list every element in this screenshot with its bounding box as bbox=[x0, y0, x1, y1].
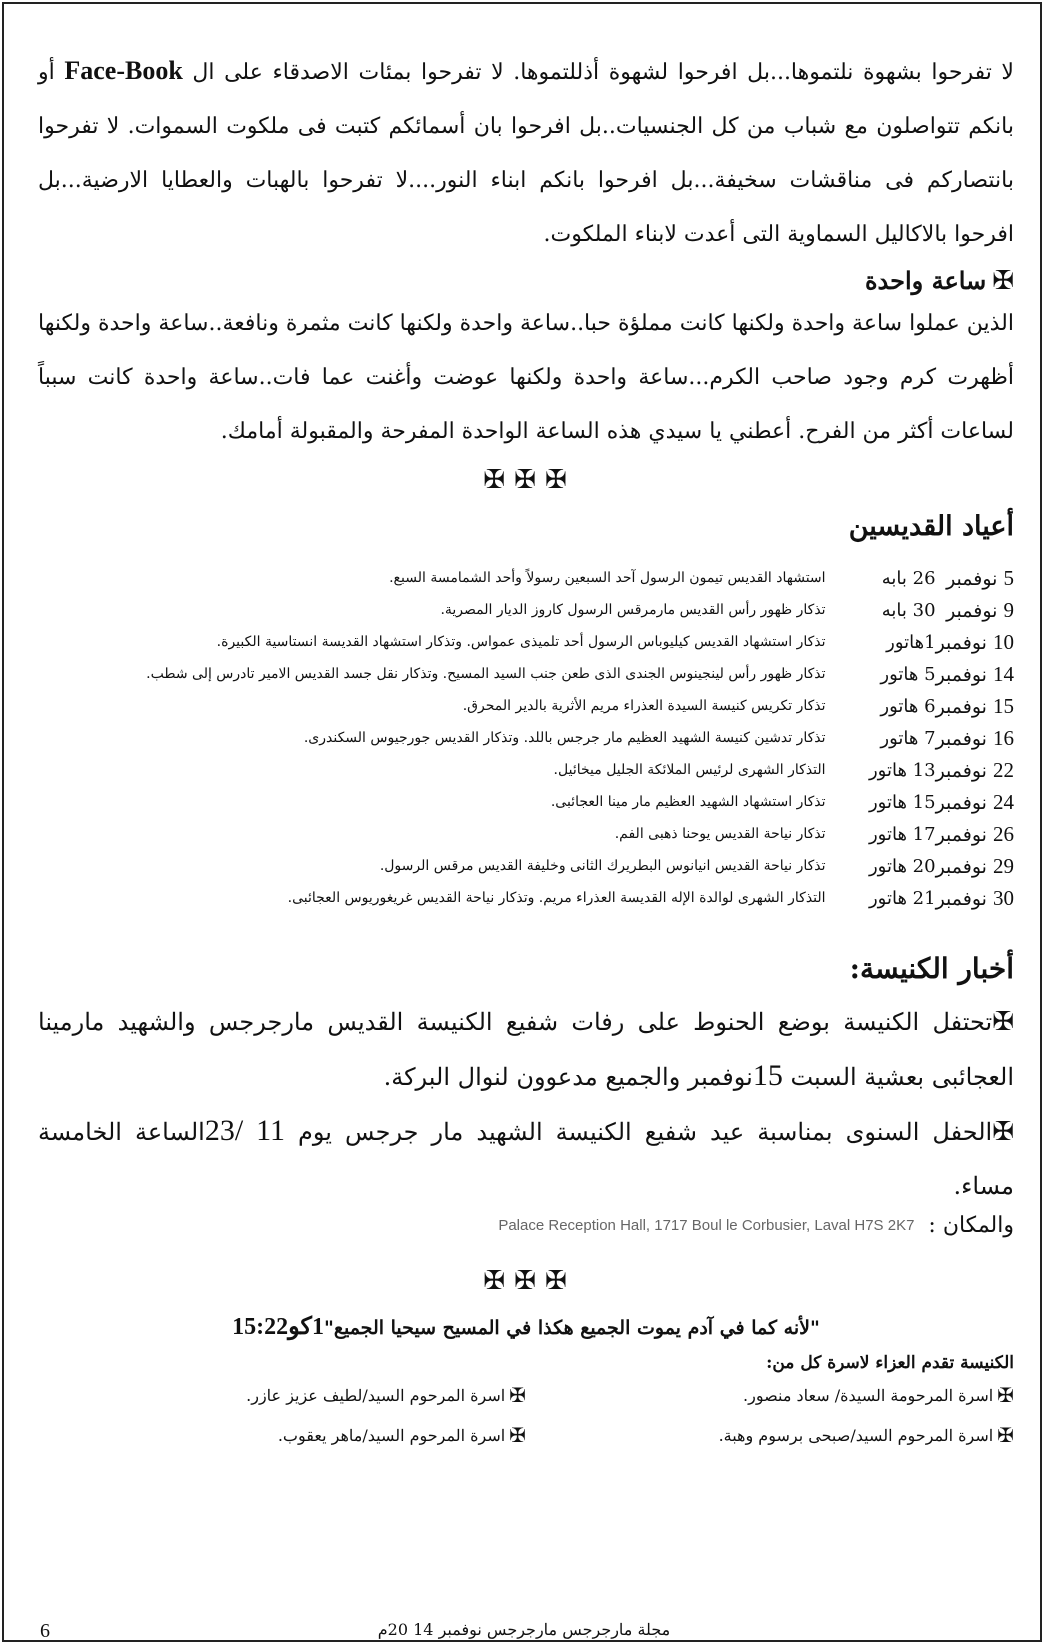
intro-text-2: أو بانكم تتواصلون مع شباب من كل الجنسيات..بل افرحوا بان أسمائكم كتبت فى ملكوت السموات. لا تفرحوا بانتصاركم فى مناقشات سخيفة...بل افرحوا بانكم ابناء النور....لا تفرحوا بالهبات والعطايا الارضية...بل افرحوا بالاكاليل السماوية التى أعدت لابناء الملكوت. bbox=[38, 60, 1014, 247]
feast-date bbox=[936, 626, 1014, 658]
verse-text: "لأنه كما في آدم يموت الجميع هكذا في المسيح سيحيا الجميع" bbox=[323, 1317, 820, 1339]
feast-month: نوفمبر bbox=[935, 759, 987, 782]
feast-date bbox=[936, 818, 1014, 850]
page-content bbox=[38, 44, 1014, 1445]
news-title: أخبار الكنيسة: bbox=[849, 952, 1014, 985]
feast-date bbox=[936, 786, 1014, 818]
saint-feast-row bbox=[38, 754, 1014, 786]
feast-description: تذكار نياحة القديس يوحنا ذهبى الفم. bbox=[614, 826, 826, 842]
coptic-cross-icon: ✠ bbox=[997, 1423, 1014, 1447]
feast-coptic-date: 30 بابه bbox=[881, 599, 936, 621]
condolence-text: اسرة المرحوم السيد/ماهر يعقوب. bbox=[277, 1425, 506, 1445]
saint-feast-row bbox=[38, 562, 1014, 594]
feast-description: تذكار تدشين كنيسة الشهيد العظيم مار جرجس باللد. وتذكار القديس جورجيوس السكندرى. bbox=[303, 730, 826, 746]
coptic-cross-icon: ✠ bbox=[992, 1007, 1014, 1037]
saint-feast-row bbox=[38, 882, 1014, 914]
feast-date bbox=[936, 562, 1014, 594]
feast-month: نوفمبر bbox=[946, 567, 998, 590]
saint-feast-row bbox=[38, 818, 1014, 850]
condolence-item bbox=[38, 1425, 526, 1445]
coptic-cross-icon: ✠ bbox=[992, 1117, 1014, 1147]
feast-day: 29 bbox=[993, 853, 1014, 878]
condolence-item bbox=[526, 1385, 1014, 1405]
condolence-text: اسرة المرحوم السيد/لطيف عزيز عازر. bbox=[246, 1385, 506, 1405]
saint-feast-row bbox=[38, 850, 1014, 882]
news-item-1-date: 15 bbox=[752, 1059, 783, 1092]
feast-description: تذكار ظهور رأس لينجينوس الجندى الذى طعن جنب السيد المسيح. وتذكار نقل جسد القديس الامير تادرس إلى شطب. bbox=[146, 666, 826, 682]
coptic-cross-icon: ✠ bbox=[514, 1266, 538, 1296]
feast-coptic-date: 21 هاتور bbox=[868, 887, 936, 909]
condolence-text: اسرة المرحومة السيدة/ سعاد منصور. bbox=[743, 1385, 994, 1405]
coptic-cross-icon: ✠ bbox=[992, 265, 1014, 296]
bible-verse bbox=[38, 1312, 1014, 1341]
feast-date bbox=[936, 594, 1014, 626]
intro-paragraph bbox=[38, 44, 1014, 262]
feast-day: 15 bbox=[993, 693, 1014, 718]
feast-description: تذكار تكريس كنيسة السيدة العذراء مريم الأثرية بالدير المحرق. bbox=[462, 698, 826, 714]
feast-month: نوفمبر bbox=[946, 599, 998, 622]
news-item-2-date: 23/ 11 bbox=[204, 1114, 285, 1147]
one-hour-heading-text: ساعة واحدة bbox=[864, 266, 987, 295]
feast-month: نوفمبر bbox=[935, 791, 987, 814]
venue-line bbox=[38, 1213, 1014, 1238]
feast-coptic-date: 20 هاتور bbox=[868, 855, 936, 877]
feast-month: نوفمبر bbox=[935, 631, 987, 654]
feast-day: 30 bbox=[993, 885, 1014, 910]
feast-description: تذكار نياحة القديس انيانوس البطريرك الثانى وخليفة القديس مرقس الرسول. bbox=[379, 858, 826, 874]
feast-month: نوفمبر bbox=[935, 855, 987, 878]
verse-reference: 1كو15:22 bbox=[232, 1314, 324, 1340]
news-item-2-text-a: الحفل السنوى بمناسبة عيد شفيع الكنيسة الشهيد مار جرجس يوم bbox=[298, 1118, 993, 1146]
feast-day: 16 bbox=[993, 725, 1014, 750]
one-hour-paragraph: الذين عملوا ساعة واحدة ولكنها كانت مملؤة حبا..ساعة واحدة ولكنها كانت مثمرة ونافعة..ساعة واحدة ولكنها أظهرت كرم وجود صاحب الكرم...ساعة واحدة ولكنها عوضت وأغنت عما فات..ساعة واحدة كانت سبباً لساعات أكثر من الفرح. أعطني يا سيدي هذه الساعة الواحدة المفرحة والمقبولة أمامك. bbox=[38, 311, 1014, 444]
news-item-2 bbox=[38, 1104, 1014, 1213]
coptic-cross-icon: ✠ bbox=[483, 1266, 507, 1296]
condolence-item bbox=[38, 1385, 526, 1405]
saint-feast-row bbox=[38, 722, 1014, 754]
condolence-item bbox=[526, 1425, 1014, 1445]
coptic-cross-icon: ✠ bbox=[509, 1383, 526, 1407]
saint-feast-row bbox=[38, 690, 1014, 722]
feast-coptic-date: 6 هاتور bbox=[880, 695, 936, 717]
feast-coptic-date: 1هاتور bbox=[886, 631, 936, 653]
feast-day: 24 bbox=[993, 789, 1014, 814]
feast-coptic-date: 15 هاتور bbox=[868, 791, 936, 813]
page-number: 6 bbox=[40, 1620, 50, 1642]
feast-coptic-date: 13 هاتور bbox=[868, 759, 936, 781]
feast-coptic-date: 26 بابه bbox=[881, 567, 936, 589]
feast-month: نوفمبر bbox=[935, 727, 987, 750]
saint-feast-row bbox=[38, 786, 1014, 818]
feast-day: 22 bbox=[993, 757, 1014, 782]
feast-description: استشهاد القديس تيمون الرسول آحد السبعين رسولاً وأحد الشمامسة السبع. bbox=[389, 570, 826, 586]
feast-coptic-date: 5 هاتور bbox=[880, 663, 936, 685]
condolence-text: اسرة المرحوم السيد/صبحى برسوم وهبة. bbox=[718, 1425, 994, 1445]
coptic-cross-icon: ✠ bbox=[997, 1383, 1014, 1407]
coptic-cross-icon: ✠ bbox=[514, 465, 538, 495]
venue-label: والمكان : bbox=[928, 1213, 1014, 1238]
news-item-1-text-a: تحتفل الكنيسة بوضع الحنوط على رفات شفيع الكنيسة القديس مارجرجس والشهيد مارمينا العجائبى بعشية السبت bbox=[38, 1008, 1014, 1091]
saints-table bbox=[38, 562, 1014, 914]
feast-description: تذكار استشهاد القديس كيليوباس الرسول أحد تلميذى عمواس. وتذكار استشهاد القديسة انستاسية الكبيرة. bbox=[216, 634, 826, 650]
footer-title: مجلة مارجرجس مارجرجس نوفمبر 14 20م bbox=[377, 1620, 671, 1639]
feast-day: 10 bbox=[993, 629, 1014, 654]
feast-date bbox=[936, 850, 1014, 882]
one-hour-heading bbox=[38, 266, 1014, 295]
feast-coptic-date: 7 هاتور bbox=[880, 727, 936, 749]
facebook-word: Face-Book bbox=[64, 56, 183, 85]
feast-date bbox=[936, 690, 1014, 722]
feast-description: تذكار ظهور رأس القديس مارمرقس الرسول كاروز الديار المصرية. bbox=[440, 602, 826, 618]
coptic-cross-icon: ✠ bbox=[544, 1266, 569, 1296]
feast-date bbox=[936, 722, 1014, 754]
feast-day: 26 bbox=[993, 821, 1014, 846]
feast-date bbox=[936, 658, 1014, 690]
feast-date bbox=[936, 754, 1014, 786]
coptic-cross-icon: ✠ bbox=[483, 465, 507, 495]
news-item-1-text-b: نوفمبر والجميع مدعوون لنوال البركة. bbox=[383, 1063, 753, 1091]
venue-address: Palace Reception Hall, 1717 Boul le Corbusier, Laval H7S 2K7 bbox=[498, 1217, 915, 1234]
news-item-1 bbox=[38, 995, 1014, 1104]
feast-month: نوفمبر bbox=[935, 663, 987, 686]
feast-day: 5 bbox=[1003, 565, 1014, 590]
saint-feast-row bbox=[38, 658, 1014, 690]
feast-description: تذكار استشهاد الشهيد العظيم مار مينا العجائبى. bbox=[550, 794, 826, 810]
cross-divider bbox=[38, 467, 1014, 493]
feast-month: نوفمبر bbox=[935, 695, 987, 718]
feast-coptic-date: 17 هاتور bbox=[868, 823, 936, 845]
coptic-cross-icon: ✠ bbox=[544, 465, 569, 495]
condolences-list bbox=[38, 1385, 1014, 1445]
feast-month: نوفمبر bbox=[935, 823, 987, 846]
intro-text-1: لا تفرحوا بشهوة نلتموها...بل افرحوا لشهوة أذللتموها. لا تفرحوا بمئات الاصدقاء على ال bbox=[192, 60, 1014, 85]
feast-description: التذكار الشهرى لوالدة الإله القديسة العذراء مريم. وتذكار نياحة القديس غريغوريوس العجائبى. bbox=[287, 890, 826, 906]
saint-feast-row bbox=[38, 594, 1014, 626]
feast-day: 14 bbox=[993, 661, 1014, 686]
feast-date bbox=[936, 882, 1014, 914]
saints-title: أعياد القديسين bbox=[848, 511, 1014, 542]
news-item-2-text-b: الساعة الخامسة مساء. bbox=[38, 1118, 1014, 1200]
coptic-cross-icon: ✠ bbox=[509, 1423, 526, 1447]
feast-day: 9 bbox=[1003, 597, 1014, 622]
saint-feast-row bbox=[38, 626, 1014, 658]
feast-month: نوفمبر bbox=[935, 887, 987, 910]
condolences-title: الكنيسة تقدم العزاء لاسرة كل من: bbox=[766, 1353, 1014, 1373]
cross-divider-2 bbox=[38, 1268, 1014, 1294]
feast-description: التذكار الشهرى لرئيس الملائكة الجليل ميخائيل. bbox=[553, 762, 826, 778]
